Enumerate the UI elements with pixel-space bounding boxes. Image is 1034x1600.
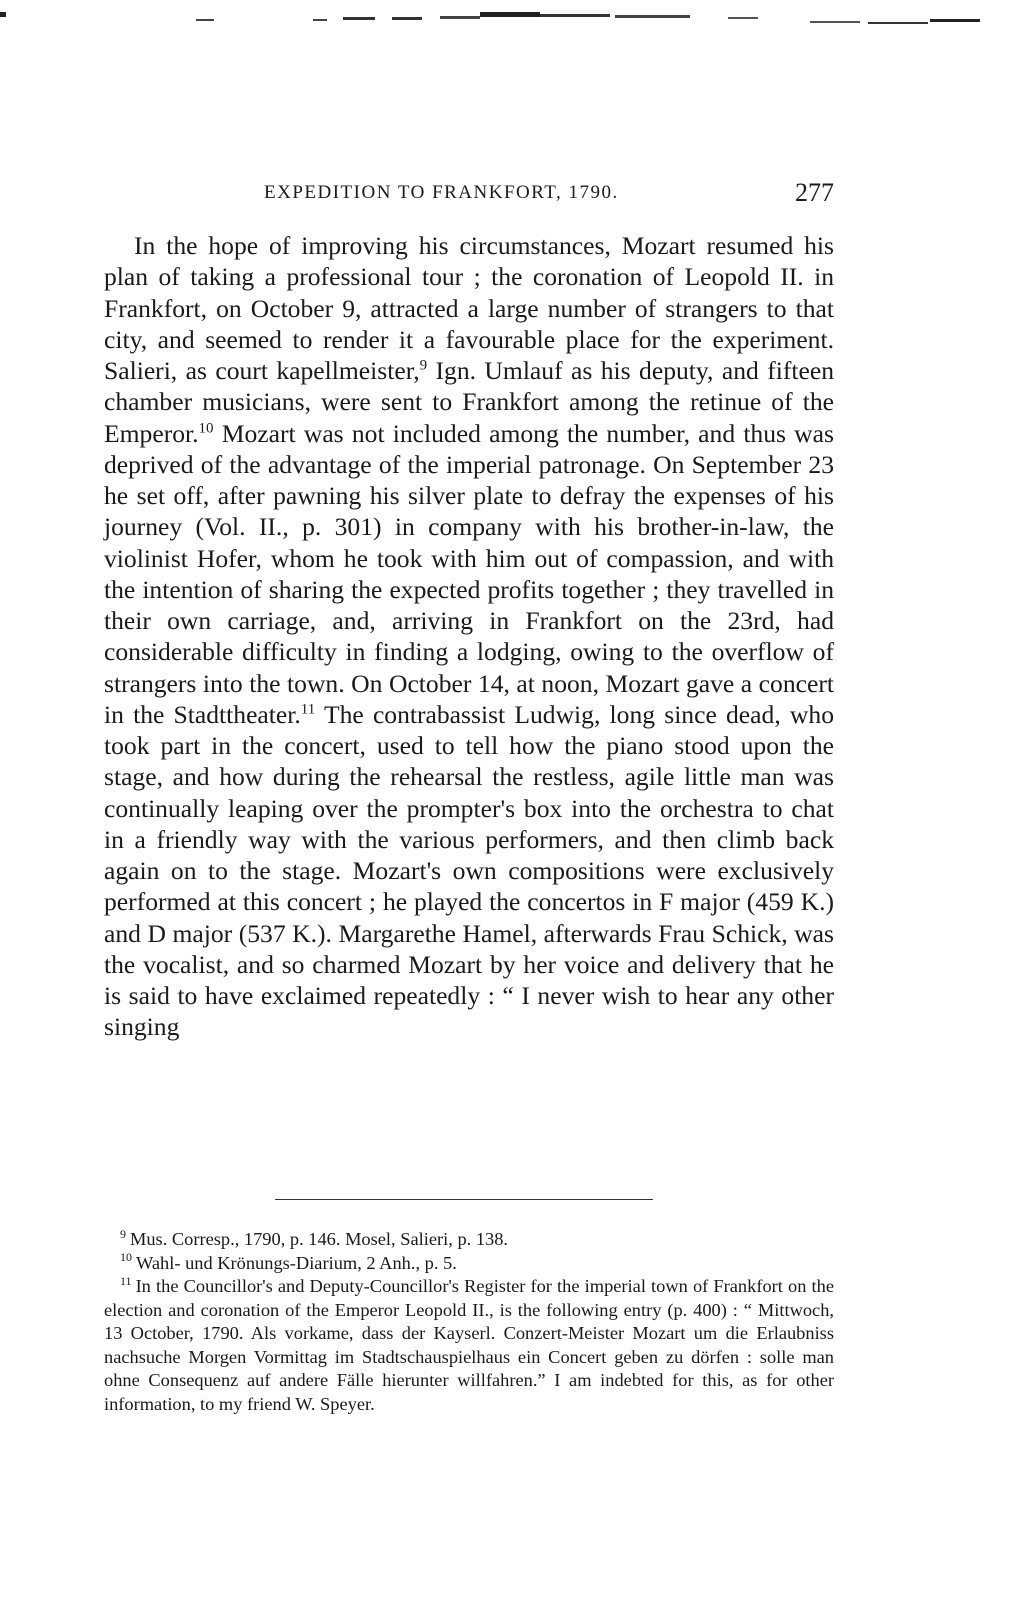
footnotes — [104, 1228, 834, 1416]
footnote-text: Wahl- und Krönungs-Diarium, 2 Anh., p. 5. — [136, 1252, 457, 1273]
footnote-mark: 11 — [120, 1273, 132, 1288]
footnote-mark: 9 — [120, 1226, 126, 1241]
body-text-segment: Mozart was not included among the number, and thus was deprived of the advantage of the imperial patronage. On September 23 he set off, after pawning his silver plate to defray the expenses of his journey (Vol. II., p. 301) in company with his brother-in-law, the violinist Hofer, whom he took with him out of compassion, and with the intention of sharing the expected profits together ; they travelled in their own carriage, and, arriving in Frankfort on the 23rd, had considerable difficulty in finding a lodging, owing to the overflow of strangers into the town. On October 14, at noon, Mozart gave a concert in the Stadttheater. — [104, 418, 834, 729]
footnote-text: Mus. Corresp., 1790, p. 146. Mosel, Salieri, p. 138. — [130, 1229, 509, 1249]
footnote-reference: 9 — [419, 357, 428, 374]
body-text-segment: The contrabassist Ludwig, long since dead, who took part in the concert, used to tell how the piano stood upon the stage, and how during the rehearsal the restless, agile little man was continually leaping over the prompter's box into the orchestra to chat in a friendly way with the various performers, and then climb back again on to the stage. Mozart's own compositions were exclusively performed at this concert ; he played the concertos in F major (459 K.) and D major (537 K.). Margarethe Hamel, afterwards Frau Schick, was the vocalist, and so charmed Mozart by her voice and delivery that he is said to have exclaimed repeatedly : “ I never wish to hear any other singing — [104, 699, 834, 1042]
scan-edge-artifact — [0, 0, 1034, 40]
footnote-reference: 11 — [300, 701, 316, 718]
footnote — [104, 1252, 834, 1276]
footnote-reference: 10 — [198, 419, 214, 436]
footnote — [104, 1228, 834, 1252]
body-text — [104, 230, 834, 1043]
body-text-segment: In the hope of improving his circumstances, Mozart resumed his plan of taking a professional tour ; the coronation of Leopold II. in Frankfort, on October 9, attracted a large number of strangers to that city, and seemed to render it a favourable place for the experiment. Salieri, as court kapellmeister, — [104, 231, 834, 385]
running-head — [104, 178, 834, 212]
running-title: EXPEDITION TO FRANKFORT, 1790. — [264, 182, 619, 203]
page-number: 277 — [795, 178, 834, 207]
footnote — [104, 1275, 834, 1416]
footnote-text: In the Councillor's and Deputy-Councillor's Register for the imperial town of Frankfort on the election and coronation of the Emperor Leopold II., is the following entry (p. 400) : “ Mittwoch, 13 October, 1790. Als vorkame, dass der Kayserl. Conzert-Meister Mozart um die Erlaubniss nachsuche Morgen Vormittag im Stadtschauspielhaus ein Concert geben zu dörfen : solle man ohne Consequenz auf andere Fälle hierunter willfahren.” I am indebted for this, as for other information, to my friend W. Speyer. — [104, 1276, 834, 1414]
body-paragraph — [104, 230, 834, 1043]
footnote-mark: 10 — [120, 1250, 132, 1265]
body-text-segment: Ign. Umlauf as his deputy, and fifteen chamber musicians, were sent to Frankfort among the retinue of the Emperor. — [104, 356, 834, 448]
footnote-divider — [275, 1199, 653, 1200]
